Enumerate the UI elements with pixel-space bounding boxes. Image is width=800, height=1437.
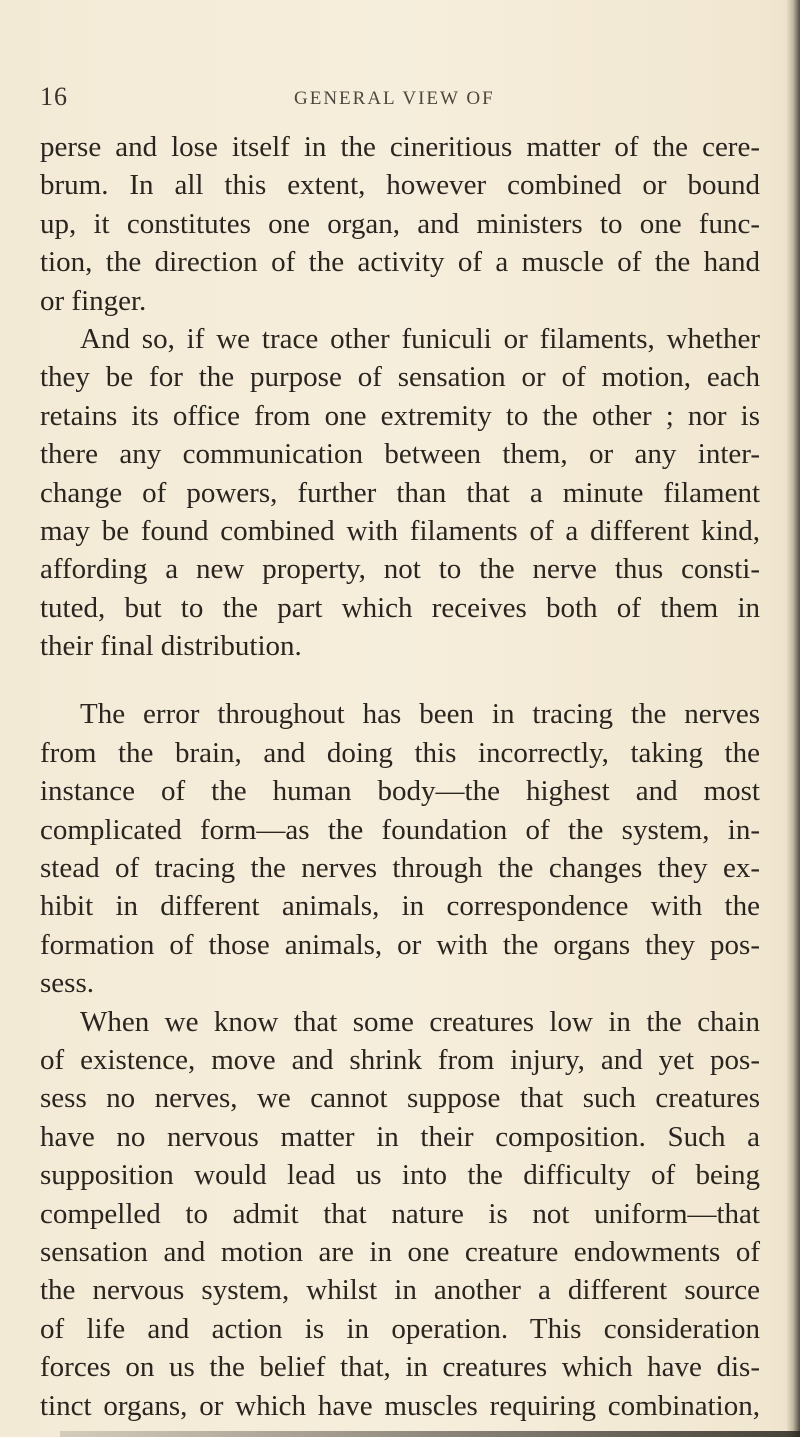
page-edge-shadow bbox=[786, 0, 800, 1437]
text-line: from the brain, and doing this incorrectly, taking the bbox=[40, 736, 760, 769]
text-line: perse and lose itself in the cineritious matter of the cere- bbox=[40, 131, 760, 163]
text-line: tion, the direction of the activity of a muscle of the hand bbox=[40, 246, 760, 279]
paragraph-2 bbox=[40, 320, 760, 666]
text-line: they be for the purpose of sensation or of motion, each bbox=[40, 361, 760, 394]
page-number: 16 bbox=[40, 82, 68, 111]
paragraph-4 bbox=[40, 1003, 760, 1425]
text-line: supposition would lead us into the difficulty of being bbox=[40, 1159, 760, 1192]
text-line: their final distribution. bbox=[40, 630, 302, 663]
text-line: change of powers, further than that a minute filament bbox=[40, 476, 760, 509]
body-text bbox=[40, 128, 760, 1425]
text-line: complicated form—as the foundation of the system, in- bbox=[40, 813, 760, 846]
paragraph-1 bbox=[40, 128, 760, 320]
text-line: brum. In all this extent, however combined or bound bbox=[40, 169, 760, 202]
page-bottom-edge bbox=[60, 1431, 800, 1437]
text-line: of life and action is in operation. This consideration bbox=[40, 1312, 760, 1345]
paragraph-gap bbox=[40, 665, 760, 695]
text-line: affording a new property, not to the nerve thus consti- bbox=[40, 553, 760, 586]
text-line: The error throughout has been in tracing the nerves bbox=[80, 698, 760, 731]
text-line: compelled to admit that nature is not uniform—that bbox=[40, 1197, 760, 1230]
text-line: sess. bbox=[40, 967, 94, 1000]
text-line: When we know that some creatures low in the chain bbox=[80, 1005, 760, 1038]
text-line: of existence, move and shrink from injury, and yet pos- bbox=[40, 1043, 760, 1076]
text-line: sensation and motion are in one creature endowments of bbox=[40, 1235, 760, 1268]
paragraph-3 bbox=[40, 695, 760, 1002]
text-line: tuted, but to the part which receives both of them in bbox=[40, 591, 760, 624]
text-line: have no nervous matter in their composition. Such a bbox=[40, 1120, 760, 1153]
text-line: stead of tracing the nerves through the changes they ex- bbox=[40, 852, 760, 885]
running-head-title: GENERAL VIEW OF bbox=[294, 88, 495, 109]
text-line: hibit in different animals, in correspondence with the bbox=[40, 890, 760, 923]
text-line: or finger. bbox=[40, 284, 147, 317]
text-line: sess no nerves, we cannot suppose that such creatures bbox=[40, 1082, 760, 1115]
running-head bbox=[40, 82, 760, 112]
text-line: And so, if we trace other funiculi or filaments, whether bbox=[80, 322, 760, 355]
text-line: there any communication between them, or any inter- bbox=[40, 438, 760, 471]
text-line: retains its office from one extremity to the other ; nor is bbox=[40, 399, 760, 432]
text-line: instance of the human body—the highest and most bbox=[40, 775, 760, 808]
text-line: the nervous system, whilst in another a different source bbox=[40, 1274, 760, 1307]
text-line: forces on us the belief that, in creatures which have dis- bbox=[40, 1351, 760, 1384]
text-line: up, it constitutes one organ, and ministers to one func- bbox=[40, 207, 760, 240]
text-line: may be found combined with filaments of a different kind, bbox=[40, 514, 760, 547]
text-line: formation of those animals, or with the organs they pos- bbox=[40, 928, 760, 961]
text-line: tinct organs, or which have muscles requiring combination, bbox=[40, 1389, 760, 1422]
